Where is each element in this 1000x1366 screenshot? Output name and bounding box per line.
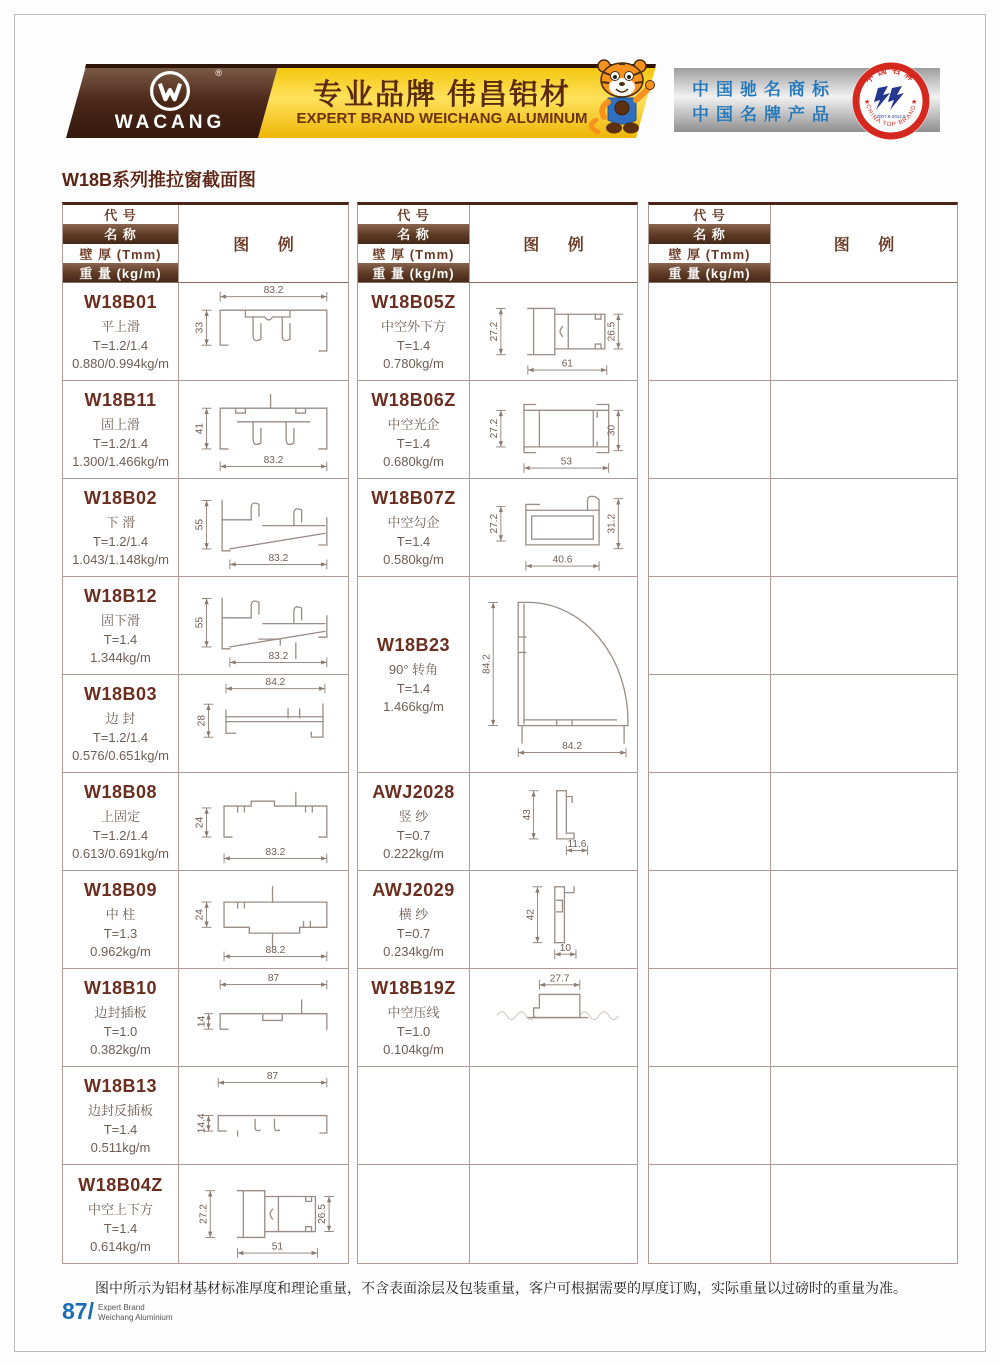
profile-diagram: [472, 971, 636, 1064]
profile-label-cell: [63, 283, 179, 380]
header-legend: 图 例: [233, 237, 306, 254]
table-header: [63, 205, 348, 283]
profile-label-cell: [63, 871, 179, 968]
profile-weight: 0.222kg/m: [383, 846, 444, 861]
profile-diagram: [181, 1069, 347, 1162]
profile-figure-cell: [179, 283, 348, 380]
table-row: [358, 773, 637, 871]
svg-text:31.2: 31.2: [606, 513, 618, 534]
svg-text:26.5: 26.5: [316, 1204, 328, 1224]
profile-code: W18B03: [83, 684, 158, 704]
svg-text:55: 55: [194, 616, 206, 629]
profile-code: W18B05Z: [371, 292, 456, 312]
table-row: [63, 283, 348, 381]
profile-figure-cell: [179, 871, 348, 968]
profile-diagram: [472, 581, 636, 768]
honor-line-2: 中国名牌产品: [692, 105, 836, 124]
profile-thickness: T=1.2/1.4: [92, 534, 149, 549]
profile-figure-cell: [179, 773, 348, 870]
table-row: [63, 871, 348, 969]
profile-label-cell: [63, 1165, 179, 1263]
profile-weight: 0.580kg/m: [383, 552, 444, 567]
empty-label-cell: [649, 1165, 771, 1263]
tiger-mascot-icon: [586, 56, 658, 148]
profile-figure-cell: [179, 969, 348, 1066]
profile-label-cell: [358, 479, 470, 576]
profile-thickness: T=1.2/1.4: [92, 436, 149, 451]
svg-text:41: 41: [194, 422, 206, 435]
profile-label-cell: [63, 1067, 179, 1164]
svg-text:84.2: 84.2: [265, 677, 286, 689]
svg-text:★: ★: [911, 99, 918, 106]
empty-figure-cell: [771, 1067, 957, 1164]
empty-label-cell: [649, 479, 771, 576]
logo-text: WACANG: [114, 112, 226, 133]
header-row-2: 壁 厚 (Tmm): [649, 244, 770, 263]
svg-text:10: 10: [559, 942, 571, 954]
footer-brand: [98, 1300, 173, 1323]
empty-figure-cell: [470, 1067, 637, 1164]
profile-name: 固上滑: [100, 417, 140, 432]
profile-name: 中空上下方: [87, 1201, 153, 1217]
empty-figure-cell: [771, 283, 957, 380]
profile-code: W18B08: [83, 782, 158, 802]
empty-label-cell: [649, 577, 771, 674]
svg-text:27.2: 27.2: [488, 418, 500, 439]
profile-code: W18B01: [83, 292, 158, 312]
profile-name: 上固定: [100, 809, 140, 824]
profile-diagram: [472, 775, 636, 868]
empty-table-row: [649, 283, 957, 381]
header-row-3: 重 量 (kg/m): [63, 263, 178, 282]
profile-label-cell: [358, 871, 470, 968]
profile-diagram: [181, 579, 347, 672]
table-row: [358, 479, 637, 577]
page-number-block: [62, 1300, 173, 1323]
profile-label-cell: [63, 577, 179, 674]
profile-name: 边 封: [105, 711, 136, 726]
profile-code: W18B06Z: [371, 390, 456, 410]
svg-text:24: 24: [194, 816, 206, 829]
profile-name: 横 纱: [398, 907, 429, 922]
header-row-1: 名 称: [649, 224, 770, 243]
profile-label-cell: [63, 969, 179, 1066]
wacang-logo-icon: [147, 68, 193, 114]
profile-code: W18B02: [83, 488, 158, 508]
profile-diagram: [181, 677, 347, 770]
profile-thickness: T=1.0: [103, 1024, 138, 1039]
profile-name: 竖 纱: [398, 809, 429, 824]
empty-figure-cell: [771, 969, 957, 1066]
profile-name: 中空勾企: [387, 515, 440, 530]
svg-text:87: 87: [267, 973, 279, 985]
profile-name: 90° 转角: [388, 662, 439, 677]
profile-diagram: [181, 481, 347, 574]
profile-figure-cell: [470, 283, 637, 380]
banner-slogan-en: EXPERT BRAND WEICHANG ALUMINUM: [296, 110, 588, 127]
header-row-1: 名 称: [358, 224, 469, 243]
empty-figure-cell: [771, 577, 957, 674]
profile-code: W18B11: [84, 390, 157, 410]
table-row: [63, 479, 348, 577]
table-row: [63, 381, 348, 479]
profile-weight: 0.613/0.691kg/m: [72, 846, 169, 861]
svg-text:87: 87: [266, 1071, 278, 1083]
svg-text:14.4: 14.4: [196, 1113, 208, 1134]
profile-thickness: T=1.2/1.4: [92, 828, 149, 843]
svg-text:43: 43: [521, 809, 533, 821]
profile-diagram: [181, 383, 347, 476]
header-row-3: 重 量 (kg/m): [358, 263, 469, 282]
profile-weight: 0.680kg/m: [383, 454, 444, 469]
table-row: [358, 577, 637, 773]
svg-text:中国名牌: 中国名牌: [862, 64, 920, 86]
empty-table-row: [358, 1165, 637, 1263]
header-row-0: 代 号: [358, 205, 469, 224]
svg-text:42: 42: [525, 909, 537, 921]
footer-brand-line-1: Expert Brand: [97, 1303, 145, 1312]
profile-label-cell: [358, 381, 470, 478]
profile-weight: 0.780kg/m: [383, 356, 444, 371]
profile-figure-cell: [179, 381, 348, 478]
svg-text:11.6: 11.6: [567, 839, 587, 851]
profile-thickness: T=1.4: [396, 436, 431, 451]
empty-label-cell: [649, 773, 771, 870]
table-row: [63, 1067, 348, 1165]
profile-code: W18B19Z: [371, 978, 456, 998]
profile-diagram: [181, 775, 347, 868]
honor-line-1: 中国驰名商标: [692, 80, 836, 99]
table-header: [358, 205, 637, 283]
footer-note: 图中所示为铝材基材标准厚度和理论重量，不含表面涂层及包装重量，客户可根据需要的厚度订购，实际重量以过磅时的重量为准。: [95, 1280, 907, 1296]
profile-thickness: T=1.3: [103, 926, 138, 941]
svg-text:83.2: 83.2: [265, 846, 286, 858]
empty-table-row: [649, 773, 957, 871]
header-row-0: 代 号: [63, 205, 178, 224]
profile-weight: 1.344kg/m: [90, 650, 151, 665]
profile-diagram: [181, 1167, 347, 1261]
empty-figure-cell: [771, 871, 957, 968]
profile-thickness: T=1.4: [396, 338, 431, 353]
profile-table-left: [62, 202, 349, 1264]
svg-text:24: 24: [194, 908, 206, 921]
empty-figure-cell: [771, 1165, 957, 1263]
empty-table-row: [649, 969, 957, 1067]
table-row: [63, 969, 348, 1067]
profile-diagram: [472, 481, 636, 574]
china-top-brand-badge-icon: [850, 60, 932, 142]
profile-name: 中空压线: [387, 1005, 440, 1020]
banner-slogan-cn: 专业品牌 伟昌铝材: [312, 79, 572, 111]
header-row-2: 壁 厚 (Tmm): [358, 244, 469, 263]
svg-text:CHINA TOP BRAND: CHINA TOP BRAND: [864, 103, 918, 129]
profile-diagram: [472, 285, 636, 378]
profile-figure-cell: [470, 969, 637, 1066]
empty-table-row: [649, 381, 957, 479]
profile-name: 边封反插板: [87, 1103, 153, 1118]
header-row-2: 壁 厚 (Tmm): [63, 244, 178, 263]
svg-text:★: ★: [864, 99, 871, 106]
profile-code: AWJ2028: [372, 782, 455, 802]
profile-weight: 0.104kg/m: [383, 1042, 444, 1057]
profile-weight: 0.234kg/m: [383, 944, 444, 959]
empty-figure-cell: [771, 479, 957, 576]
profile-name: 中空外下方: [380, 319, 446, 334]
profile-code: W18B12: [83, 586, 158, 606]
profile-weight: 0.576/0.651kg/m: [72, 748, 169, 763]
svg-text:28: 28: [196, 714, 208, 727]
profile-label-cell: [63, 381, 179, 478]
table-header: [649, 205, 957, 283]
svg-text:83.2: 83.2: [268, 552, 288, 564]
profile-code: AWJ2029: [372, 880, 455, 900]
svg-text:14: 14: [196, 1015, 208, 1028]
profile-code: W18B04Z: [78, 1174, 163, 1195]
profile-thickness: T=0.7: [396, 926, 431, 941]
svg-text:26.5: 26.5: [606, 321, 618, 342]
profile-code: W18B07Z: [371, 488, 456, 508]
profile-label-cell: [63, 773, 179, 870]
empty-table-row: [358, 1067, 637, 1165]
profile-weight: 0.382kg/m: [90, 1042, 151, 1057]
profile-figure-cell: [470, 871, 637, 968]
honor-text: [678, 77, 850, 127]
profile-name: 边封插板: [94, 1005, 147, 1020]
table-row: [63, 773, 348, 871]
empty-label-cell: [649, 675, 771, 772]
profile-diagram: [472, 873, 636, 966]
profile-table-middle: [357, 202, 638, 1264]
profile-weight: 1.466kg/m: [383, 699, 444, 714]
profile-label-cell: [63, 675, 179, 772]
profile-label-cell: [63, 479, 179, 576]
profile-thickness: T=1.0: [396, 1024, 431, 1039]
profile-name: 固下滑: [100, 613, 140, 628]
svg-text:84.2: 84.2: [481, 654, 493, 674]
table-row: [358, 871, 637, 969]
profile-label-cell: [358, 283, 470, 380]
svg-text:55: 55: [194, 518, 206, 531]
profile-figure-cell: [470, 479, 637, 576]
footer-brand-line-2: Weichang Aluminium: [97, 1313, 173, 1322]
profile-name: 平上滑: [100, 319, 140, 334]
empty-table-row: [649, 577, 957, 675]
svg-text:30: 30: [606, 424, 618, 437]
svg-text:53: 53: [560, 456, 572, 468]
svg-text:27.2: 27.2: [488, 513, 500, 534]
svg-text:27.2: 27.2: [488, 321, 500, 342]
empty-label-cell: [649, 871, 771, 968]
table-row: [63, 675, 348, 773]
registered-mark: ®: [215, 68, 222, 78]
table-row: [358, 283, 637, 381]
profile-diagram: [181, 971, 347, 1064]
profile-diagram: [181, 285, 347, 378]
profile-thickness: T=1.4: [396, 681, 431, 696]
svg-text:84.2: 84.2: [561, 741, 582, 753]
empty-table-row: [649, 1165, 957, 1263]
profile-label-cell: [358, 773, 470, 870]
profile-thickness: T=1.2/1.4: [92, 730, 149, 745]
empty-table-row: [649, 1067, 957, 1165]
page-number: 87/: [62, 1298, 94, 1324]
profile-thickness: T=0.7: [396, 828, 431, 843]
empty-label-cell: [649, 969, 771, 1066]
header-legend: 图 例: [523, 237, 596, 254]
empty-figure-cell: [470, 1165, 637, 1263]
profile-name: 中空光企: [387, 417, 440, 432]
svg-text:61: 61: [561, 358, 573, 370]
header-row-1: 名 称: [63, 224, 178, 243]
svg-text:51: 51: [271, 1241, 283, 1253]
profile-figure-cell: [179, 675, 348, 772]
profile-diagram: [472, 383, 636, 476]
empty-figure-cell: [771, 675, 957, 772]
empty-table-row: [649, 479, 957, 577]
profile-weight: 1.043/1.148kg/m: [72, 552, 169, 567]
empty-table-row: [649, 675, 957, 773]
profile-thickness: T=1.4: [103, 1122, 138, 1137]
svg-text:27.2: 27.2: [198, 1204, 210, 1224]
svg-text:33: 33: [194, 321, 206, 334]
empty-label-cell: [649, 381, 771, 478]
empty-figure-cell: [771, 773, 957, 870]
table-row: [63, 577, 348, 675]
profile-figure-cell: [179, 1067, 348, 1164]
profile-figure-cell: [179, 577, 348, 674]
profile-code: W18B09: [83, 880, 158, 900]
empty-label-cell: [358, 1067, 470, 1164]
profile-figure-cell: [179, 1165, 348, 1263]
table-row: [63, 1165, 348, 1263]
svg-text:40.6: 40.6: [552, 554, 572, 566]
empty-table-row: [649, 871, 957, 969]
profile-thickness: T=1.2/1.4: [92, 338, 149, 353]
svg-text:83.2: 83.2: [268, 650, 288, 662]
profile-figure-cell: [470, 773, 637, 870]
header-row-0: 代 号: [649, 205, 770, 224]
profile-name: 下 滑: [105, 515, 136, 530]
empty-label-cell: [649, 283, 771, 380]
header-row-3: 重 量 (kg/m): [649, 263, 770, 282]
profile-figure-cell: [179, 479, 348, 576]
profile-figure-cell: [470, 577, 637, 772]
profile-code: W18B23: [376, 635, 451, 655]
profile-label-cell: [358, 577, 470, 772]
profile-diagram: [181, 873, 347, 966]
empty-label-cell: [649, 1067, 771, 1164]
profile-weight: 1.300/1.466kg/m: [72, 454, 169, 469]
profile-code: W18B13: [83, 1076, 158, 1096]
svg-text:83.2: 83.2: [263, 285, 284, 297]
svg-text:27.7: 27.7: [549, 973, 570, 985]
profile-code: W18B10: [83, 978, 158, 998]
profile-weight: 0.962kg/m: [90, 944, 151, 959]
profile-weight: 0.614kg/m: [90, 1238, 151, 1254]
header-legend: 图 例: [833, 237, 907, 254]
profile-thickness: T=1.4: [396, 534, 431, 549]
badge-years: 2007.9-2012.9: [876, 114, 906, 119]
empty-label-cell: [358, 1165, 470, 1263]
table-row: [358, 969, 637, 1067]
profile-name: 中 柱: [105, 907, 136, 922]
brand-logo: [90, 66, 250, 138]
profile-thickness: T=1.4: [103, 1220, 138, 1236]
profile-figure-cell: [470, 381, 637, 478]
page-title: W18B系列推拉窗截面图: [62, 170, 257, 190]
profile-weight: 0.880/0.994kg/m: [72, 356, 169, 371]
profile-table-right: [648, 202, 958, 1264]
svg-text:83.2: 83.2: [263, 454, 284, 466]
header-banner: [62, 64, 940, 140]
empty-figure-cell: [771, 381, 957, 478]
table-row: [358, 381, 637, 479]
profile-weight: 0.511kg/m: [90, 1140, 151, 1155]
svg-text:83.2: 83.2: [265, 944, 286, 956]
profile-label-cell: [358, 969, 470, 1066]
profile-thickness: T=1.4: [103, 632, 138, 647]
